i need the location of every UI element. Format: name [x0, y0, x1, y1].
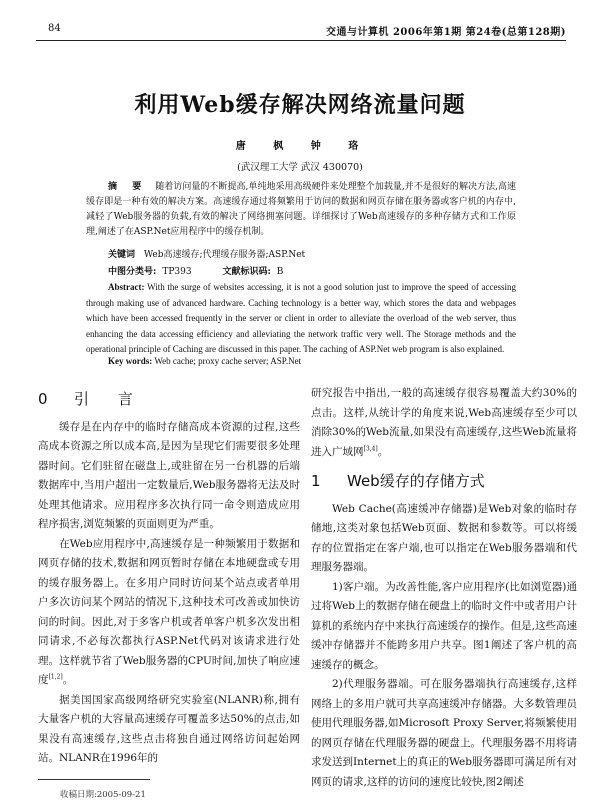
citation: [1,2] [48, 673, 63, 681]
section-title: Web缓存的存储方式 [347, 472, 485, 490]
citation: [3,4] [363, 445, 378, 452]
paragraph-continued [311, 384, 577, 462]
paragraph: Web Cache(高速缓冲存储器)是Web对象的临时存储地,这类对象包括Web页面、数据和参数等。可以将缓存的位置指定在客户端,也可以指定在Web服务器端和代理服务器端。 [311, 502, 577, 573]
abstract-en-label: Abstract: [108, 282, 145, 292]
doc-code-label: 文献标识码: [222, 267, 271, 277]
keywords-english [108, 356, 301, 366]
authors: 唐 枫 钟 珞 [235, 141, 365, 152]
journal-citation: 交通与计算机 2006年第1期 第24卷(总第128期) [325, 27, 566, 38]
keywords-en-label: Key words: [108, 356, 153, 366]
classification-line [108, 264, 283, 277]
keywords-chinese [108, 247, 305, 260]
page-number: 84 [48, 23, 61, 34]
abstract-label: 摘 要 [108, 182, 148, 192]
paragraph: 缓存是在内存中的临时存储高成本资源的过程,这些高成本资源之所以成本高,是因为呈现它们需要很多处理器时间。它们驻留在磁盘上,或驻留在另一台机器的后端数据库中,当用户超出一定数量后,Web服务器将无法及时处理其他请求。应用程序多次执行同一命令则造成应用程序损害,浏览频繁的页面则更为严重。 [38, 420, 300, 530]
clc-value: TP393 [162, 267, 192, 277]
paragraph-text: 在Web应用程序中,高速缓存是一种频繁用于数据和网页存储的技术,数据和网页暂时存储在本地硬盘或专用的缓存服务器上。在多用户同时访问某个站点或者单用户多次访问某个网站的情况下,这种技术可改善或加快访问的时间。因此,对于多客户机或者单客户机多次发出相同请求,不必每次都执行ASP.Net代码对该请求进行处理。这样就节省了Web服务器的CPU时间,加快了响应速度 [38, 537, 300, 686]
footnote-divider [38, 779, 150, 780]
paragraph: 据美国国家高级网络研究实验室(NLANR)称,拥有大量客户机的大容量高速缓存可覆盖多达50%的点击,如果没有高速缓存,这些点击将独自通过网络访问起始网站。NLANR在1996年的 [38, 693, 300, 764]
right-column [311, 384, 577, 792]
section-title: 引 言 [74, 390, 145, 408]
article-title: 利用Web缓存解决网络流量问题 [134, 92, 466, 118]
received-date-footnote: 收稿日期:2005-09-21 [60, 790, 146, 800]
abstract-english [86, 280, 516, 358]
doc-code-value: B [276, 267, 284, 277]
affiliation: (武汉理工大学 武汉 430070) [237, 162, 363, 173]
paragraph [38, 535, 300, 691]
section-number: 1 [311, 472, 321, 490]
running-head [36, 20, 566, 41]
left-column [38, 380, 300, 769]
paragraph-text: 研究报告中指出,一般的高速缓存很容易覆盖大约30%的点击。这样,从统计学的角度来说,Web高速缓存至少可以消除30%的Web流量,如果没有高速缓存,这些Web流量将进入广域网 [311, 387, 577, 458]
keywords-en-text: Web cache; proxy cache server; ASP.Net [154, 356, 302, 366]
paragraph: 2)代理服务器端。可在服务器端执行高速缓存,这样网络上的多用户就可共享高速缓冲存储器。大多数管理员使用代理服务器,如Microsoft Proxy Server,将频繁使用的网页存储在代理服务器的硬盘上。代理服务器不用将请求发送到Internet上的真正的Web服务器即可满足所有对网页的请求,这样的访问的速度比较快,图2阐述 [311, 678, 577, 788]
abstract-chinese [86, 180, 516, 240]
section-heading-introduction [38, 390, 300, 410]
paragraph: 1)客户端。为改善性能,客户应用程序(比如浏览器)通过将Web上的数据存储在硬盘上的临时文件中或者用户计算机的系统内存中来执行高速缓存的操作。但是,这些高速缓冲存储器并不能跨多用户共享。图1阐述了客户机的高速缓存的概念。 [311, 580, 577, 671]
keywords-text: Web高速缓存;代理缓存服务器;ASP.Net [143, 250, 306, 260]
abstract-en-text: With the surge of websites accessing, it is not a good solution just to improve the speed of accessing through making use of advanced hardware. Caching technology is a better way, which stores the data and webpages which have been accessed frequently in the server or client in order to alleviate the overload of the web server, thus enhancing the data accessing efficiency and alleviating the network traffic very well. The Storage methods and the operational principle of Caching are discussed in this paper. The caching of ASP.Net web program is also explained. [86, 282, 517, 354]
abstract-text: 随着访问量的不断提高,单纯地采用高级硬件来处理整个加载量,并不是很好的解决方法,高速缓存即是一种有效的解决方案。高速缓存通过将频繁用于访问的数据和网页存储在服务器或客户机的内存中,减轻了Web服务器的负载,有效的解决了网络拥塞问题。详细探讨了Web高速缓存的多种存储方式和工作原理,阐述了在ASP.Net应用程序中的缓存机制。 [86, 182, 516, 237]
keywords-label: 关键词 [108, 250, 136, 260]
section-number: 0 [38, 390, 48, 408]
section-heading-storage-methods [311, 472, 577, 492]
paragraph-end: 。 [62, 674, 74, 686]
paragraph-end: 。 [377, 445, 389, 458]
clc-label: 中图分类号: [108, 267, 157, 277]
